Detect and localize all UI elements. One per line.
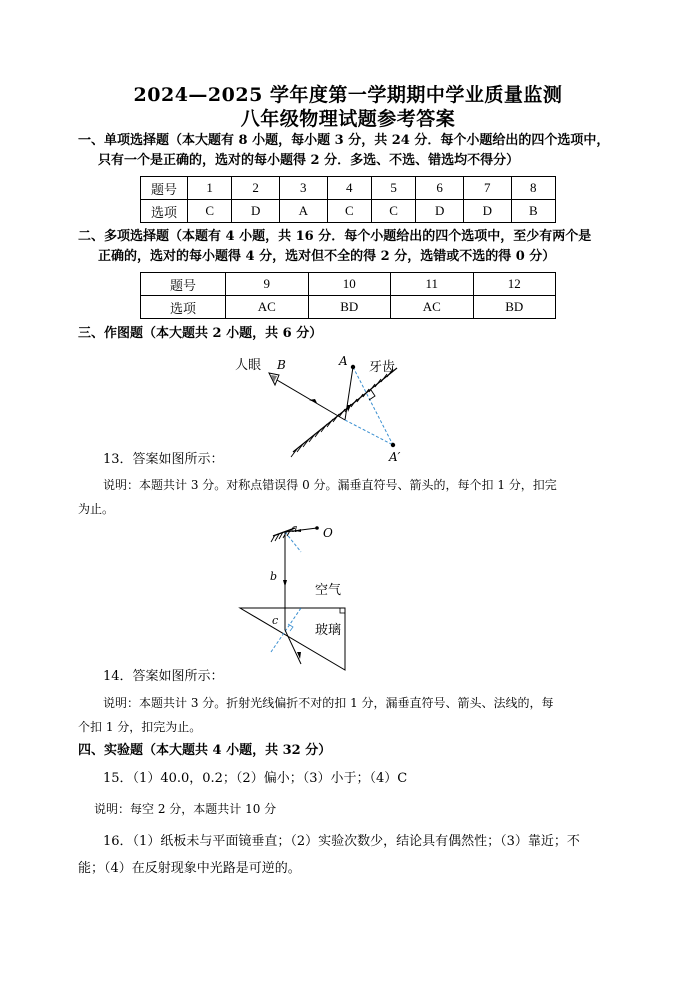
table-row [141, 296, 556, 319]
extension-line [345, 420, 393, 445]
refraction-diagram [235, 520, 355, 680]
row-label: 题号 [141, 273, 226, 296]
q13-answer: 13．答案如图所示： [103, 452, 224, 467]
section4-heading: 四、实验题（本大题共 4 小题，共 32 分） [78, 743, 332, 758]
incident-ray [345, 367, 353, 420]
answer-cell: BD [473, 296, 556, 319]
answer-cell: C [188, 200, 232, 223]
answer-cell: B [511, 200, 555, 223]
table-row [141, 200, 556, 223]
row-label: 选项 [141, 296, 226, 319]
section2-heading: 二、多项选择题 [78, 229, 170, 244]
q15-answer: 15．（1）40.0，0.2；（2）偏小；（3）小于；（4）C [103, 771, 408, 786]
q13-note-line1: 说明：本题共计 3 分。对称点错误得 0 分。漏垂直符号、箭头的，每个扣 1 分，扣完 [103, 478, 557, 492]
point-a-prime [391, 443, 395, 447]
question-number: 4 [327, 177, 371, 200]
section2-answer-table [140, 272, 556, 319]
label-c: c [272, 614, 279, 627]
section2-desc2: 正确的，选对的每小题得 4 分，选对但不全的得 2 分，选错或不选的得 0 分） [98, 249, 556, 264]
table-row [141, 177, 556, 200]
question-number: 11 [391, 273, 474, 296]
section1-heading: 一、单项选择题 [78, 133, 170, 148]
question-number: 6 [416, 177, 464, 200]
point-o [315, 526, 319, 530]
question-number: 10 [308, 273, 391, 296]
row-label: 题号 [141, 177, 188, 200]
glass-prism [240, 608, 345, 670]
question-number: 7 [463, 177, 511, 200]
arrow-icon [283, 580, 287, 587]
question-number: 3 [279, 177, 327, 200]
answer-cell: AC [391, 296, 474, 319]
arrow-icon [347, 405, 351, 412]
eye-icon [269, 373, 279, 385]
answer-cell: C [327, 200, 371, 223]
q16-answer-line2: 能；（4）在反射现象中光路是可逆的。 [78, 861, 301, 876]
question-number: 1 [188, 177, 232, 200]
label-a-prime: A′ [389, 450, 401, 464]
point-a [351, 365, 355, 369]
question-number: 2 [232, 177, 280, 200]
answer-cell: D [416, 200, 464, 223]
label-o: O [323, 526, 333, 540]
label-b: B [277, 358, 286, 372]
section1-desc1: （本大题有 8 小题，每小题 3 分，共 24 分．每个小题给出的四个选项中， [169, 133, 610, 148]
section3-heading: 三、作图题（本大题共 2 小题，共 6 分） [78, 326, 323, 341]
refracted-ray [285, 630, 301, 664]
answer-cell: A [279, 200, 327, 223]
table-row [141, 273, 556, 296]
question-number: 12 [473, 273, 556, 296]
section1-desc2: 只有一个是正确的，选对的每小题得 2 分．多选、不选、错选均不得分） [98, 153, 520, 168]
q14-answer: 14．答案如图所示： [103, 669, 224, 684]
q14-note-line1: 说明：本题共计 3 分。折射光线偏折不对的扣 1 分，漏垂直符号、箭头、法线的，每 [103, 696, 554, 710]
question-number: 8 [511, 177, 555, 200]
page-subtitle: 八年级物理试题参考答案 [240, 108, 456, 130]
answer-cell: D [232, 200, 280, 223]
section1-answer-table [140, 176, 556, 223]
right-angle-mark [340, 608, 345, 613]
row-label: 选项 [141, 200, 188, 223]
q13-note-line2: 为止。 [78, 502, 115, 516]
q15-note: 说明：每空 2 分，本题共计 10 分 [94, 802, 277, 816]
air-label: 空气 [315, 583, 342, 598]
answer-cell: D [463, 200, 511, 223]
question-number: 5 [371, 177, 415, 200]
mirror-reflection-diagram [225, 345, 425, 470]
arrow-icon [297, 652, 301, 659]
label-a: a [291, 522, 298, 535]
page-title: 2024—2025 学年度第一学期期中学业质量监测 [133, 84, 563, 106]
label-b: b [270, 570, 278, 583]
q14-note-line2: 个扣 1 分，扣完为止。 [78, 720, 202, 734]
question-number: 9 [226, 273, 309, 296]
section2-desc1: （本题有 4 小题，共 16 分．每个小题给出的四个选项中，至少有两个是 [169, 229, 592, 244]
eye-label: 人眼 [235, 358, 262, 373]
symmetry-line [353, 367, 393, 445]
label-a: A [339, 354, 348, 368]
answer-cell: C [371, 200, 415, 223]
tooth-label: 牙齿 [369, 360, 396, 375]
q16-answer-line1: 16．（1）纸板未与平面镜垂直；（2）实验次数少，结论具有偶然性；（3）靠近；不 [103, 834, 580, 849]
glass-label: 玻璃 [315, 623, 342, 638]
answer-cell: AC [226, 296, 309, 319]
section2-line1 [78, 227, 591, 247]
section1-line1 [78, 131, 609, 151]
answer-cell: BD [308, 296, 391, 319]
right-angle-mark [288, 624, 293, 631]
mirror-hatching [291, 369, 393, 457]
